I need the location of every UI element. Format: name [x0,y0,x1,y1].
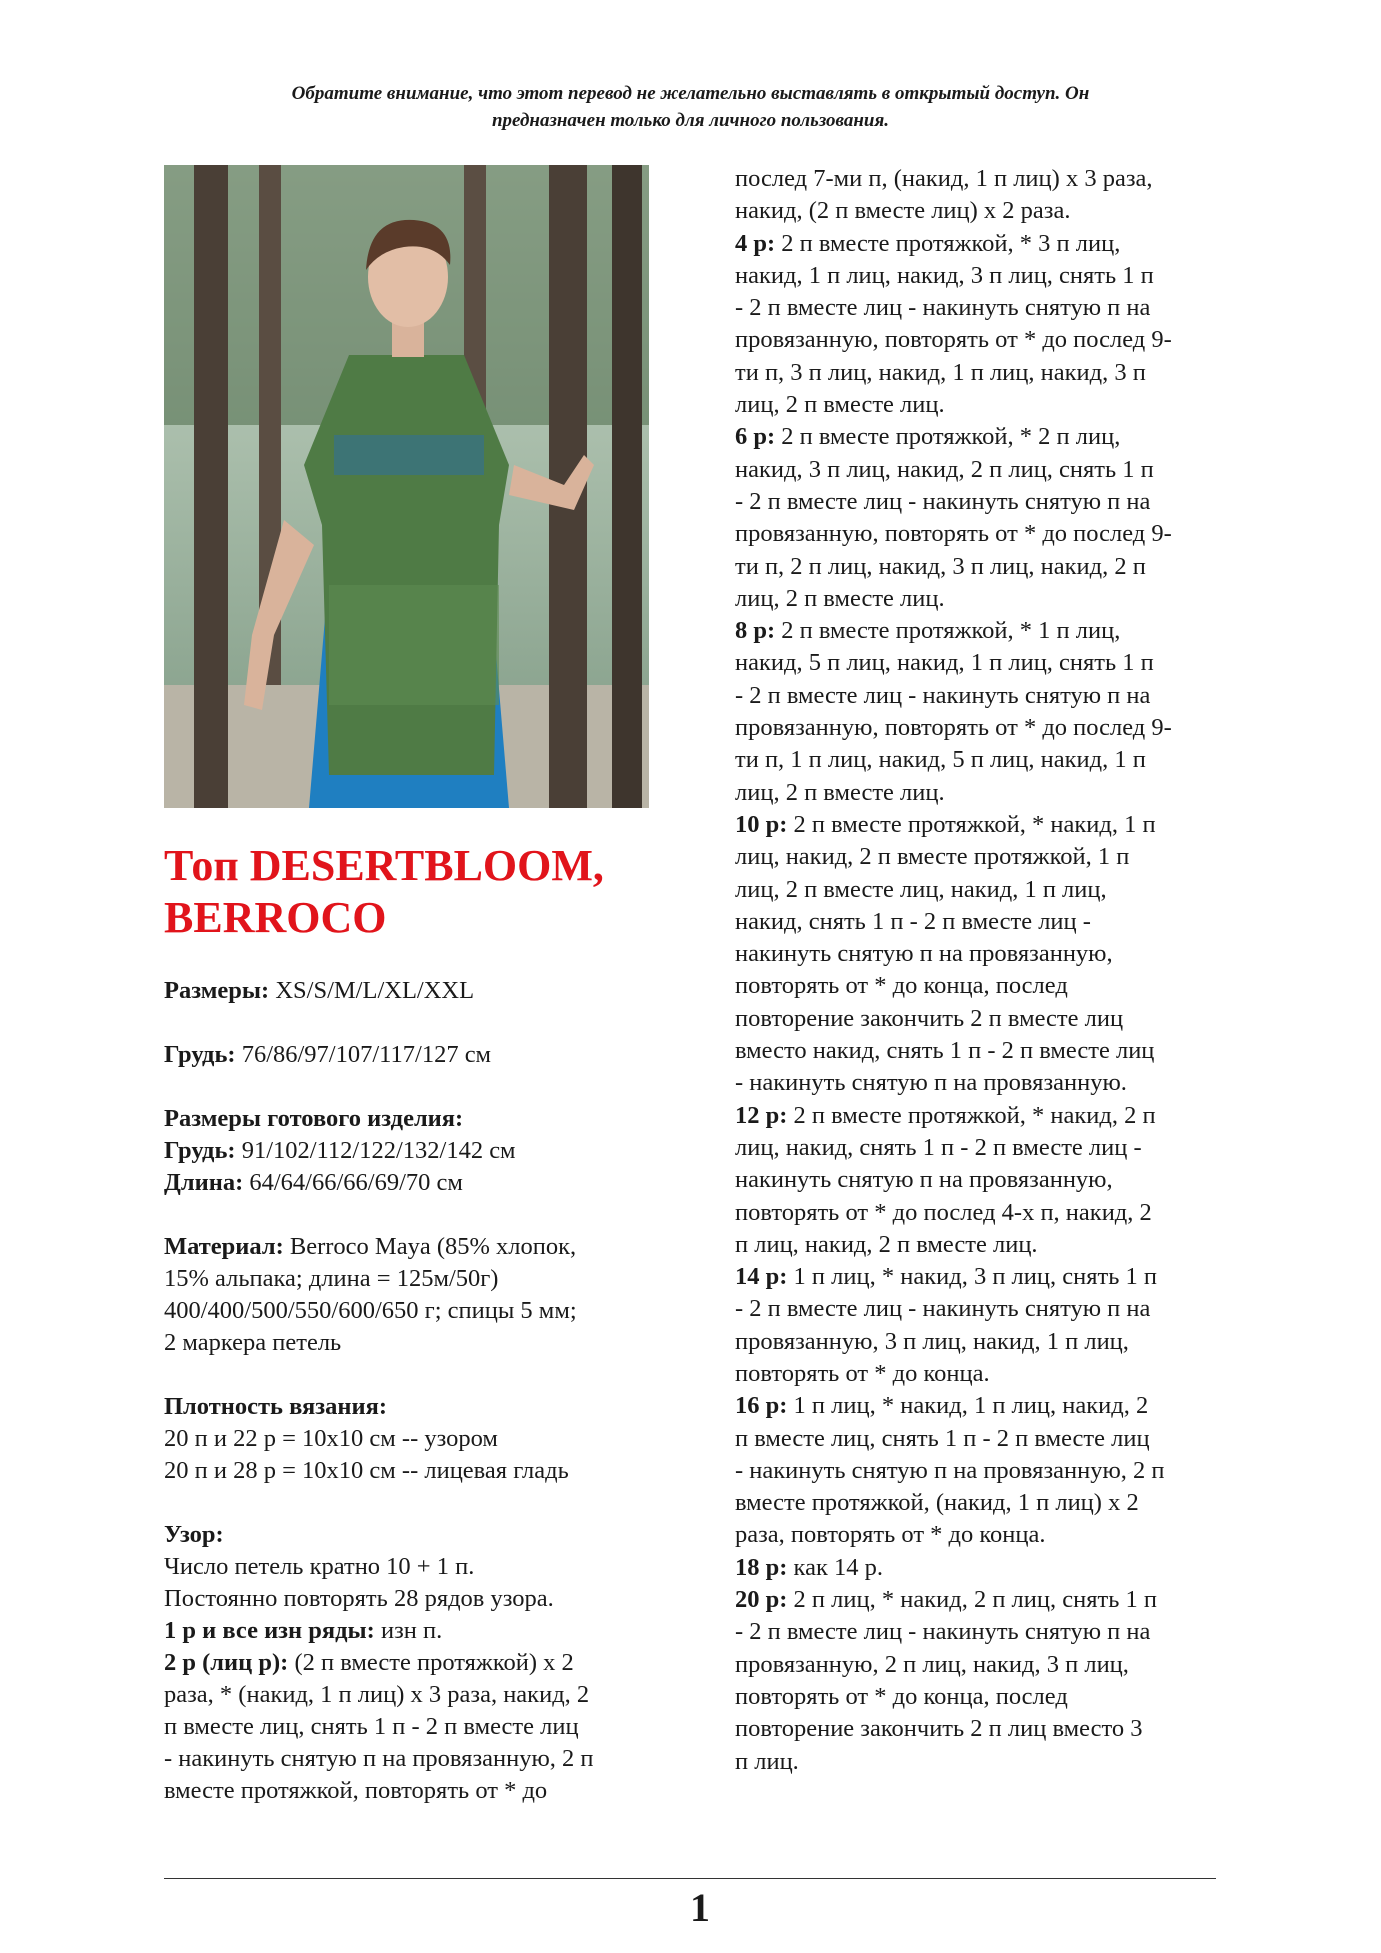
title-line-1: Топ DESERTBLOOM, [164,841,604,890]
row-6-text: 2 п вместе протяжкой, * 2 п лиц, [775,423,1121,451]
chest-value: 76/86/97/107/117/127 см [235,1041,492,1068]
specs-column [164,975,664,1807]
row-20-line-3: провязанную, 2 п лиц, накид, 3 п лиц, [735,1650,1129,1678]
row-6-line-3: - 2 п вместе лиц - накинуть снятую п на [735,487,1151,515]
row-2-line-3: п вместе лиц, снять 1 п - 2 п вместе лиц [164,1713,579,1740]
row-10-line-6: повторять от * до конца, послед [735,972,1068,1000]
row-20-line [735,1584,1225,1616]
row-2-line [164,1647,664,1679]
row-2-value: (2 п вместе протяжкой) х 2 [288,1649,574,1676]
row-6-line-5: ти п, 2 п лиц, накид, 3 п лиц, накид, 2 п [735,552,1146,580]
row-1-label: 1 р и все изн ряды: [164,1617,375,1644]
row-20-line-6: п лиц. [735,1747,799,1775]
product-photo [164,165,649,808]
pattern-line-1: Число петель кратно 10 + 1 п. [164,1553,475,1580]
length-value: 64/64/66/66/69/70 см [243,1169,463,1196]
gauge-line-2: 20 п и 28 р = 10х10 см -- лицевая гладь [164,1457,569,1484]
row-16-line-2: п вместе лиц, снять 1 п - 2 п вместе лиц [735,1424,1150,1452]
row-1-value: изн п. [374,1617,443,1644]
material-line-3: 400/400/500/550/600/650 г; спицы 5 мм; [164,1297,577,1324]
row-4-text: 2 п вместе протяжкой, * 3 п лиц, [775,229,1121,257]
row-1-line [164,1615,664,1647]
row-16-line-3: - накинуть снятую п на провязанную, 2 п [735,1456,1165,1484]
row-14-line [735,1261,1225,1293]
title-line-2: BERROCO [164,893,387,942]
row-4-line-5: ти п, 3 п лиц, накид, 1 п лиц, накид, 3 п [735,358,1146,386]
finished-chest-label: Грудь: [164,1137,236,1164]
row-12-line-5: п лиц, накид, 2 п вместе лиц. [735,1230,1038,1258]
pattern-heading: Узор: [164,1521,224,1548]
row-16-line [735,1390,1225,1422]
row-14-text: 1 п лиц, * накид, 3 п лиц, снять 1 п [787,1263,1158,1291]
sizes-line [164,975,664,1007]
chest-line [164,1039,664,1071]
row-10-line-2: лиц, накид, 2 п вместе протяжкой, 1 п [735,843,1130,871]
translation-notice [160,80,1221,134]
row-8-line-5: ти п, 1 п лиц, накид, 5 п лиц, накид, 1 п [735,746,1146,774]
row-16-line-4: вместе протяжкой, (накид, 1 п лиц) х 2 [735,1489,1139,1517]
row-12-line-2: лиц, накид, снять 1 п - 2 п вместе лиц - [735,1133,1142,1161]
row-8-line-4: провязанную, повторять от * до послед 9- [735,714,1172,742]
sizes-label: Размеры: [164,977,270,1004]
row-10-label: 10 р: [735,810,788,838]
chest-label: Грудь: [164,1041,236,1068]
row-2-continued-2: накид, (2 п вместе лиц) х 2 раза. [735,197,1071,225]
material-label: Материал: [164,1233,284,1260]
row-18-text: как 14 р. [787,1553,883,1581]
row-10-line-7: повторение закончить 2 п вместе лиц [735,1004,1124,1032]
row-12-label: 12 р: [735,1101,788,1129]
row-4-line-3: - 2 п вместе лиц - накинуть снятую п на [735,294,1151,322]
row-2-label: 2 р (лиц р): [164,1649,289,1676]
gauge-line-1: 20 п и 22 р = 10х10 см -- узором [164,1425,498,1452]
row-2-continued-1: послед 7-ми п, (накид, 1 п лиц) х 3 раза, [735,165,1153,192]
row-20-line-4: повторять от * до конца, послед [735,1682,1068,1710]
row-18-label: 18 р: [735,1553,788,1581]
row-20-text: 2 п лиц, * накид, 2 п лиц, снять 1 п [787,1586,1158,1614]
row-4-label: 4 р: [735,229,776,257]
row-8-line-6: лиц, 2 п вместе лиц. [735,778,945,806]
row-6-line-6: лиц, 2 п вместе лиц. [735,584,945,612]
finished-size-heading: Размеры готового изделия: [164,1105,464,1132]
product-photo-illustration [164,165,649,808]
row-14-label: 14 р: [735,1263,788,1291]
length-line [164,1167,664,1199]
row-14-line-2: - 2 п вместе лиц - накинуть снятую п на [735,1295,1151,1323]
row-20-line-2: - 2 п вместе лиц - накинуть снятую п на [735,1618,1151,1646]
row-10-line-3: лиц, 2 п вместе лиц, накид, 1 п лиц, [735,875,1107,903]
row-6-line-2: накид, 3 п лиц, накид, 2 п лиц, снять 1 п [735,455,1154,483]
row-6-label: 6 р: [735,423,776,451]
row-8-line-3: - 2 п вместе лиц - накинуть снятую п на [735,681,1151,709]
row-18-line [735,1552,1225,1584]
page-number: 1 [690,1885,710,1930]
notice-line-1: Обратите внимание, что этот перевод не желательно выставлять в открытый доступ. Он [291,83,1090,104]
row-12-line-3: накинуть снятую п на провязанную, [735,1166,1113,1194]
pattern-rows-column [735,163,1225,1778]
row-8-text: 2 п вместе протяжкой, * 1 п лиц, [775,617,1121,645]
finished-chest-value: 91/102/112/122/132/142 см [235,1137,516,1164]
sizes-value: XS/S/M/L/XL/XXL [269,977,475,1004]
row-10-line-8: вместо накид, снять 1 п - 2 п вместе лиц [735,1037,1155,1065]
finished-chest-line [164,1135,664,1167]
row-12-line-4: повторять от * до послед 4-х п, накид, 2 [735,1198,1152,1226]
row-10-line-5: накинуть снятую п на провязанную, [735,940,1113,968]
material-line-2: 15% альпака; длина = 125м/50г) [164,1265,499,1292]
row-16-line-5: раза, повторять от * до конца. [735,1521,1046,1549]
row-8-line [735,615,1225,647]
row-8-label: 8 р: [735,617,776,645]
row-14-line-4: повторять от * до конца. [735,1359,990,1387]
row-12-line [735,1100,1225,1132]
row-4-line-2: накид, 1 п лиц, накид, 3 п лиц, снять 1 п [735,261,1154,289]
material-line [164,1231,664,1263]
footer-divider [164,1878,1216,1879]
row-20-label: 20 р: [735,1586,788,1614]
material-line-4: 2 маркера петель [164,1329,342,1356]
page-title [164,840,664,944]
row-4-line-6: лиц, 2 п вместе лиц. [735,391,945,419]
row-2-line-4: - накинуть снятую п на провязанную, 2 п [164,1745,594,1772]
row-10-line [735,809,1225,841]
row-2-line-5: вместе протяжкой, повторять от * до [164,1777,548,1804]
material-value: Berroco Maya (85% хлопок, [283,1233,577,1260]
row-14-line-3: провязанную, 3 п лиц, накид, 1 п лиц, [735,1327,1129,1355]
row-6-line [735,421,1225,453]
pattern-line-2: Постоянно повторять 28 рядов узора. [164,1585,554,1612]
gauge-heading: Плотность вязания: [164,1393,388,1420]
row-12-text: 2 п вместе протяжкой, * накид, 2 п [787,1101,1156,1129]
row-4-line [735,228,1225,260]
length-label: Длина: [164,1169,244,1196]
row-10-line-9: - накинуть снятую п на провязанную. [735,1069,1127,1097]
row-16-label: 16 р: [735,1392,788,1420]
row-4-line-4: провязанную, повторять от * до послед 9- [735,326,1172,354]
row-6-line-4: провязанную, повторять от * до послед 9- [735,520,1172,548]
row-8-line-2: накид, 5 п лиц, накид, 1 п лиц, снять 1 п [735,649,1154,677]
row-2-line-2: раза, * (накид, 1 п лиц) х 3 раза, накид, 2 [164,1681,590,1708]
row-10-text: 2 п вместе протяжкой, * накид, 1 п [787,810,1156,838]
row-16-text: 1 п лиц, * накид, 1 п лиц, накид, 2 [787,1392,1149,1420]
notice-line-2: предназначен только для личного пользования. [491,110,890,131]
row-10-line-4: накид, снять 1 п - 2 п вместе лиц - [735,907,1091,935]
row-20-line-5: повторение закончить 2 п лиц вместо 3 [735,1715,1143,1743]
